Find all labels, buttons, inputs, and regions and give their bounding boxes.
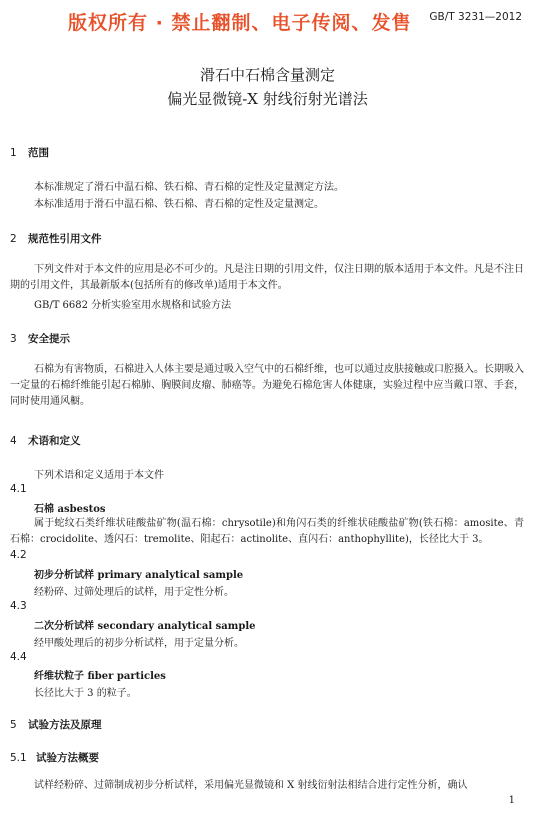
term-4-4-definition: 长径比大于 3 的粒子。: [34, 688, 137, 699]
subsection-number: 5.1: [10, 752, 27, 764]
term-4-2-title: 初步分析试样 primary analytical sample: [34, 570, 244, 581]
section-1-line-1: 本标准规定了滑石中温石棉、铁石棉、青石棉的定性及定量测定方法。: [34, 182, 344, 193]
page-number: 1: [508, 795, 515, 806]
section-title: 规范性引用文件: [28, 233, 102, 245]
section-5-1-line: 试样经粉碎、过筛制成初步分析试样，采用偏光显微镜和 X 射线衍射法相结合进行定性分析，确认: [34, 780, 468, 791]
section-2-paragraph: 下列文件对于本文件的应用是必不可少的。凡是注日期的引用文件，仅注日期的版本适用于本文件。凡是不注日期的引用文件，其最新版本(包括所有的修改单)适用于本文件。: [10, 264, 524, 291]
section-title: 试验方法及原理: [28, 719, 102, 731]
section-4-heading: [10, 433, 81, 448]
term-4-1-definition: 属于蛇纹石类纤维状硅酸盐矿物(温石棉：chrysotile)和角闪石类的纤维状硅酸盐矿物(铁石棉：amosite、青石棉：crocidolite、透闪石：tremolite、阳起石：actinolite、直闪石：anthophyllite)，长径比大于 3。: [10, 518, 524, 545]
document-title-line2: 偏光显微镜-X 射线衍射光谱法: [167, 90, 368, 108]
section-1-heading: [10, 145, 49, 160]
section-5-heading: [10, 717, 102, 732]
term-4-3-title: 二次分析试样 secondary analytical sample: [34, 621, 256, 632]
section-3-heading: [10, 331, 70, 346]
subsection-title: 试验方法概要: [36, 752, 99, 764]
section-number: 2: [10, 233, 17, 245]
term-4-4-number: 4.4: [10, 651, 27, 663]
section-3-paragraph: 石棉为有害物质，石棉进入人体主要是通过吸入空气中的石棉纤维，也可以通过皮肤接触或口腔摄入。长期吸入一定量的石棉纤维能引起石棉肺、胸膜间皮瘤、肺癌等。为避免石棉危害人体健康，实验过程中应当戴口罩、手套，同时使用通风橱。: [10, 364, 524, 407]
section-1-line-2: 本标准适用于滑石中温石棉、铁石棉、青石棉的定性及定量测定。: [34, 199, 324, 210]
section-number: 3: [10, 333, 17, 345]
section-number: 5: [10, 719, 17, 731]
document-title-line1: 滑石中石棉含量测定: [199, 66, 335, 84]
term-4-2-number: 4.2: [10, 549, 27, 561]
subsection-5-1-heading: [10, 750, 99, 765]
section-title: 范围: [28, 147, 49, 159]
section-2-heading: [10, 231, 102, 246]
section-4-intro: 下列术语和定义适用于本文件: [34, 470, 164, 481]
standard-number: GB/T 3231—2012: [429, 11, 522, 23]
term-4-3-definition: 经甲酸处理后的初步分析试样，用于定量分析。: [34, 638, 244, 649]
term-4-1-number: 4.1: [10, 483, 27, 495]
section-title: 术语和定义: [28, 435, 81, 447]
watermark-text: 版权所有 · 禁止翻制、电子传阅、发售: [68, 12, 412, 34]
section-number: 1: [10, 147, 17, 159]
normative-reference: GB/T 6682 分析实验室用水规格和试验方法: [34, 300, 232, 311]
term-4-1-title: 石棉 asbestos: [34, 504, 106, 515]
term-4-3-number: 4.3: [10, 600, 27, 612]
term-4-4-title: 纤维状粒子 fiber particles: [34, 671, 166, 682]
term-4-2-definition: 经粉碎、过筛处理后的试样，用于定性分析。: [34, 587, 234, 598]
section-title: 安全提示: [28, 333, 70, 345]
section-number: 4: [10, 435, 17, 447]
